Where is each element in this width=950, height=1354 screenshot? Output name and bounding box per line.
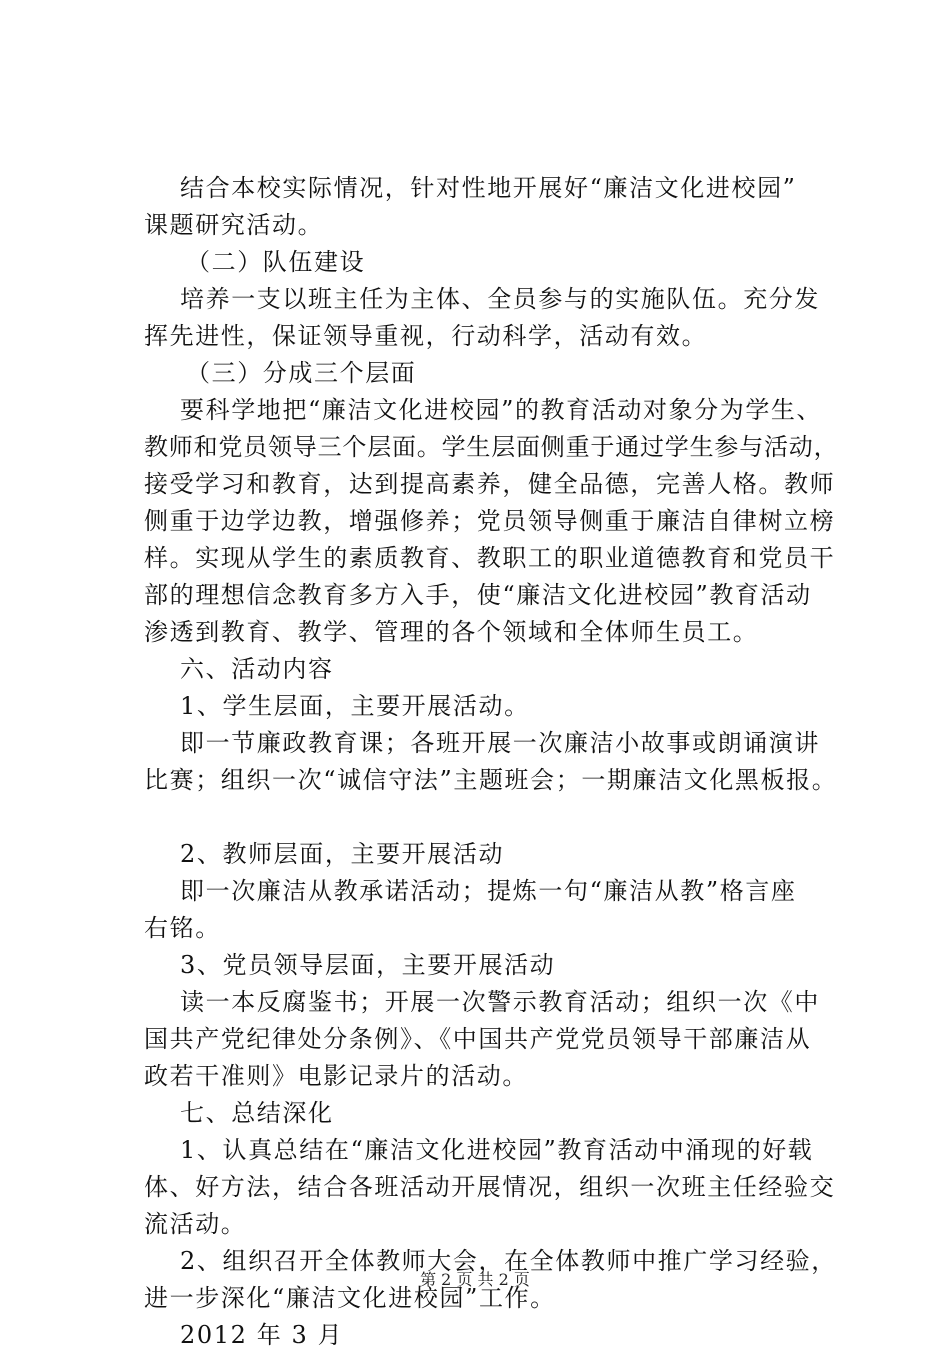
paragraph-line: 体、好方法，结合各班活动开展情况，组织一次班主任经验交 bbox=[144, 1173, 836, 1201]
paragraph-line: 读一本反腐鉴书；开展一次警示教育活动；组织一次《中 bbox=[180, 988, 820, 1016]
paragraph-line: 1、学生层面，主要开展活动。 bbox=[180, 692, 530, 720]
paragraph-line: 课题研究活动。 bbox=[144, 211, 324, 239]
section-heading: （二）队伍建设 bbox=[186, 248, 366, 276]
paragraph-line: 3、党员领导层面，主要开展活动 bbox=[180, 951, 556, 979]
paragraph-line: 进一步深化“廉洁文化进校园”工作。 bbox=[144, 1284, 556, 1312]
paragraph-line: 侧重于边学边教，增强修养；党员领导侧重于廉洁自律树立榜 bbox=[144, 507, 836, 535]
paragraph-line: 教师和党员领导三个层面。学生层面侧重于通过学生参与活动， bbox=[144, 433, 839, 461]
paragraph-line: 流活动。 bbox=[144, 1210, 247, 1238]
paragraph-line: 部的理想信念教育多方入手，使“廉洁文化进校园”教育活动 bbox=[144, 581, 812, 609]
paragraph-line: 1、认真总结在“廉洁文化进校园”教育活动中涌现的好载 bbox=[180, 1136, 814, 1164]
paragraph-line: 样。实现从学生的素质教育、教职工的职业道德教育和党员干 bbox=[144, 544, 836, 572]
page-number-footer: 第 2 页 共 2 页 bbox=[420, 1270, 530, 1289]
paragraph-line: 要科学地把“廉洁文化进校园”的教育活动对象分为学生、 bbox=[180, 396, 823, 424]
document-body bbox=[144, 170, 844, 1354]
paragraph-line: 即一节廉政教育课；各班开展一次廉洁小故事或朗诵演讲 bbox=[180, 729, 820, 757]
paragraph-line: 接受学习和教育，达到提高素养，健全品德，完善人格。教师 bbox=[144, 470, 836, 498]
paragraph-line: 比赛；组织一次“诚信守法”主题班会；一期廉洁文化黑板报。 bbox=[144, 766, 838, 794]
paragraph-line: 政若干准则》电影记录片的活动。 bbox=[144, 1062, 528, 1090]
paragraph-line: 挥先进性，保证领导重视，行动科学，活动有效。 bbox=[144, 322, 708, 350]
paragraph-line: 渗透到教育、教学、管理的各个领域和全体师生员工。 bbox=[144, 618, 759, 646]
paragraph-line: 2、组织召开全体教师大会，在全体教师中推广学习经验， bbox=[180, 1247, 837, 1275]
paragraph-line: 结合本校实际情况，针对性地开展好“廉洁文化进校园” bbox=[180, 174, 797, 202]
section-heading: 七、总结深化 bbox=[180, 1099, 334, 1127]
paragraph-line: 即一次廉洁从教承诺活动；提炼一句“廉洁从教”格言座 bbox=[180, 877, 797, 905]
paragraph-line: 2、教师层面，主要开展活动 bbox=[180, 840, 505, 868]
document-date: 2012 年 3 月 bbox=[180, 1321, 344, 1349]
blank-line bbox=[144, 799, 844, 836]
paragraph-line: 右铭。 bbox=[144, 914, 221, 942]
paragraph-line: 培养一支以班主任为主体、全员参与的实施队伍。充分发 bbox=[180, 285, 820, 313]
paragraph-line: 国共产党纪律处分条例》、《中国共产党党员领导干部廉洁从 bbox=[144, 1025, 812, 1053]
section-heading: 六、活动内容 bbox=[180, 655, 334, 683]
section-heading: （三）分成三个层面 bbox=[186, 359, 417, 387]
